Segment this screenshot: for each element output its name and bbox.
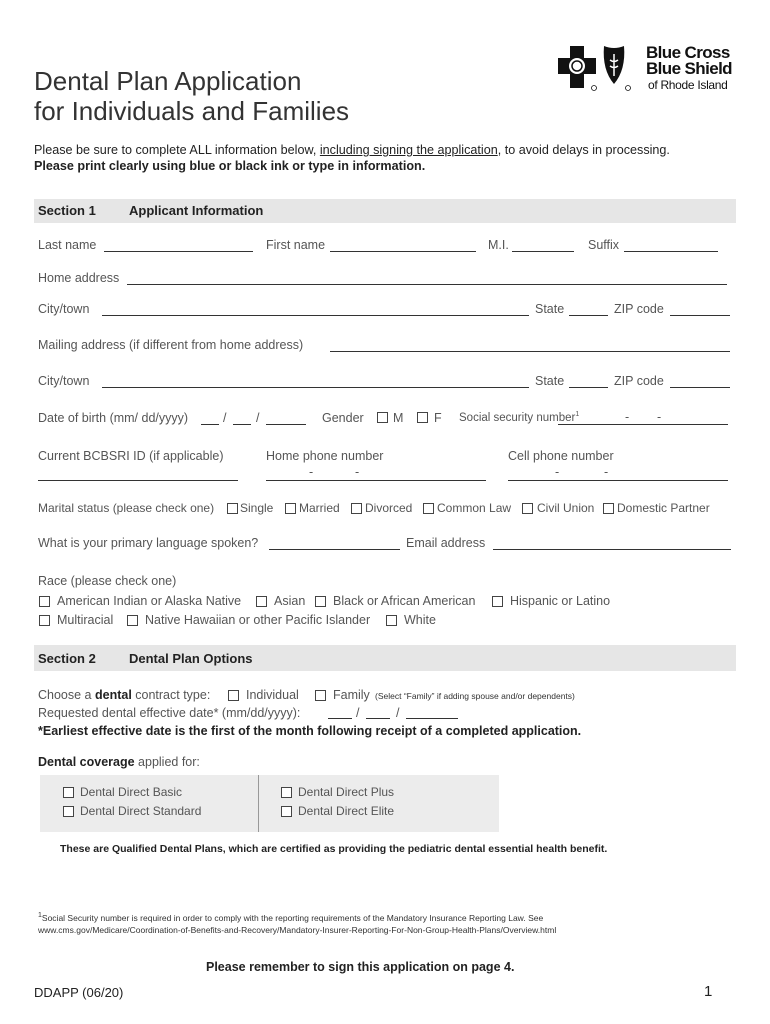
family-checkbox[interactable]	[315, 690, 326, 701]
family-label: Family	[333, 688, 370, 702]
family-note: (Select “Family” if adding spouse and/or dependents)	[375, 691, 575, 701]
home-address-label: Home address	[38, 271, 120, 285]
race-white-checkbox[interactable]	[386, 615, 397, 626]
race-multiracial-checkbox[interactable]	[39, 615, 50, 626]
plan-standard-checkbox[interactable]	[63, 806, 74, 817]
gender-f-checkbox[interactable]	[417, 412, 428, 423]
contract-type-label: Choose a dental contract type:	[38, 688, 211, 702]
form-code: DDAPP (06/20)	[34, 985, 124, 1000]
ssn-field[interactable]	[558, 424, 728, 425]
home-phone-field[interactable]	[266, 480, 486, 481]
gender-f-label: F	[434, 411, 442, 425]
last-name-field[interactable]	[104, 251, 253, 252]
language-field[interactable]	[269, 549, 400, 550]
cross-shield-icon	[556, 44, 644, 94]
marital-domestic-partner-checkbox[interactable]	[603, 503, 614, 514]
home-address-field[interactable]	[127, 284, 727, 285]
gender-m-checkbox[interactable]	[377, 412, 388, 423]
intro-text: Please be sure to complete ALL information below, including signing the application, to avoid delays in processing. Please print clearly using blue or black ink or type in information.	[34, 143, 670, 173]
bcbsri-id-label: Current BCBSRI ID (if applicable)	[38, 449, 224, 463]
section1-header: Section 1 Applicant Information	[34, 199, 736, 223]
home-phone-label: Home phone number	[266, 449, 384, 463]
city-field[interactable]	[102, 315, 529, 316]
page-title: Dental Plan Application for Individuals and Families	[34, 66, 350, 126]
zip-field[interactable]	[670, 315, 730, 316]
individual-label: Individual	[246, 688, 299, 702]
first-name-field[interactable]	[330, 251, 476, 252]
cell-phone-label: Cell phone number	[508, 449, 614, 463]
mailing-zip-field[interactable]	[670, 387, 730, 388]
marital-civil-union-checkbox[interactable]	[522, 503, 533, 514]
section2-header: Section 2 Dental Plan Options	[34, 645, 736, 671]
gender-m-label: M	[393, 411, 404, 425]
mi-label: M.I.	[488, 238, 509, 252]
sign-reminder: Please remember to sign this application on page 4.	[206, 960, 515, 974]
mailing-zip-label: ZIP code	[614, 374, 664, 388]
race-black-checkbox[interactable]	[315, 596, 326, 607]
dob-month-field[interactable]	[201, 424, 219, 425]
mailing-state-label: State	[535, 374, 565, 388]
earliest-date-note: *Earliest effective date is the first of the month following receipt of a completed application.	[38, 724, 582, 738]
effective-date-label: Requested dental effective date* (mm/dd/yyyy):	[38, 706, 301, 720]
dob-year-field[interactable]	[266, 424, 306, 425]
race-label: Race (please check one)	[38, 574, 177, 588]
bcbsri-id-field[interactable]	[38, 480, 238, 481]
plan-elite-checkbox[interactable]	[281, 806, 292, 817]
mailing-city-field[interactable]	[102, 387, 529, 388]
email-field[interactable]	[493, 549, 731, 550]
language-label: What is your primary language spoken?	[38, 536, 259, 550]
effective-month-field[interactable]	[328, 718, 352, 719]
email-label: Email address	[406, 536, 486, 550]
ssn-label: Social security number$^1$	[459, 411, 580, 424]
page-number: 1	[704, 983, 713, 1000]
effective-year-field[interactable]	[406, 718, 458, 719]
suffix-label: Suffix	[588, 238, 620, 252]
first-name-label: First name	[266, 238, 326, 252]
marital-married-checkbox[interactable]	[285, 503, 296, 514]
cell-phone-field[interactable]	[508, 480, 728, 481]
mi-field[interactable]	[512, 251, 574, 252]
last-name-label: Last name	[38, 238, 97, 252]
effective-day-field[interactable]	[366, 718, 390, 719]
marital-common-law-checkbox[interactable]	[423, 503, 434, 514]
race-hispanic-checkbox[interactable]	[492, 596, 503, 607]
individual-checkbox[interactable]	[228, 690, 239, 701]
marital-status-label: Marital status (please check one)	[38, 501, 215, 515]
state-field[interactable]	[569, 315, 608, 316]
qualified-plans-note: These are Qualified Dental Plans, which are certified as providing the pediatric dental essential health benefit.	[60, 843, 608, 855]
logo-blue-shield: Blue Shield	[646, 59, 732, 78]
print-instructions: Please print clearly using blue or black ink or type in information.	[34, 159, 426, 173]
suffix-field[interactable]	[624, 251, 718, 252]
plan-basic-checkbox[interactable]	[63, 787, 74, 798]
dob-label: Date of birth (mm/ dd/yyyy)	[38, 411, 189, 425]
cms-link: www.cms.gov/Medicare/Coordination-of-Benefits-and-Recovery/Mandatory-Insurer-Reporting-For-Non-Group-Health-Plans/Overview.html	[38, 924, 557, 935]
race-asian-checkbox[interactable]	[256, 596, 267, 607]
city-label: City/town	[38, 302, 90, 316]
zip-label: ZIP code	[614, 302, 664, 316]
dob-day-field[interactable]	[233, 424, 251, 425]
marital-divorced-checkbox[interactable]	[351, 503, 362, 514]
mailing-address-field[interactable]	[330, 351, 730, 352]
ssn-footnote: $^1$Social Security number is required in order to comply with the reporting requirements of the Mandatory Insurance Reporting Law. See www.cms.gov/Medicare/Coordination-of-Benefits-and-Recovery/Mandatory-Insurer-Reporting-For-Non-Group-Health-Plans/Overview.html	[38, 912, 557, 935]
mailing-address-label: Mailing address (if different from home address)	[38, 338, 304, 352]
gender-label: Gender	[322, 411, 364, 425]
state-label: State	[535, 302, 565, 316]
mailing-state-field[interactable]	[569, 387, 608, 388]
coverage-divider	[258, 775, 259, 832]
race-american-indian-checkbox[interactable]	[39, 596, 50, 607]
mailing-city-label: City/town	[38, 374, 90, 388]
marital-single-checkbox[interactable]	[227, 503, 238, 514]
bcbsri-logo	[556, 44, 736, 94]
coverage-label: Dental coverage applied for:	[38, 755, 200, 769]
plan-plus-checkbox[interactable]	[281, 787, 292, 798]
logo-blue-cross: Blue Cross	[646, 43, 730, 62]
logo-rhode-island: of Rhode Island	[648, 78, 728, 92]
race-native-hawaiian-checkbox[interactable]	[127, 615, 138, 626]
